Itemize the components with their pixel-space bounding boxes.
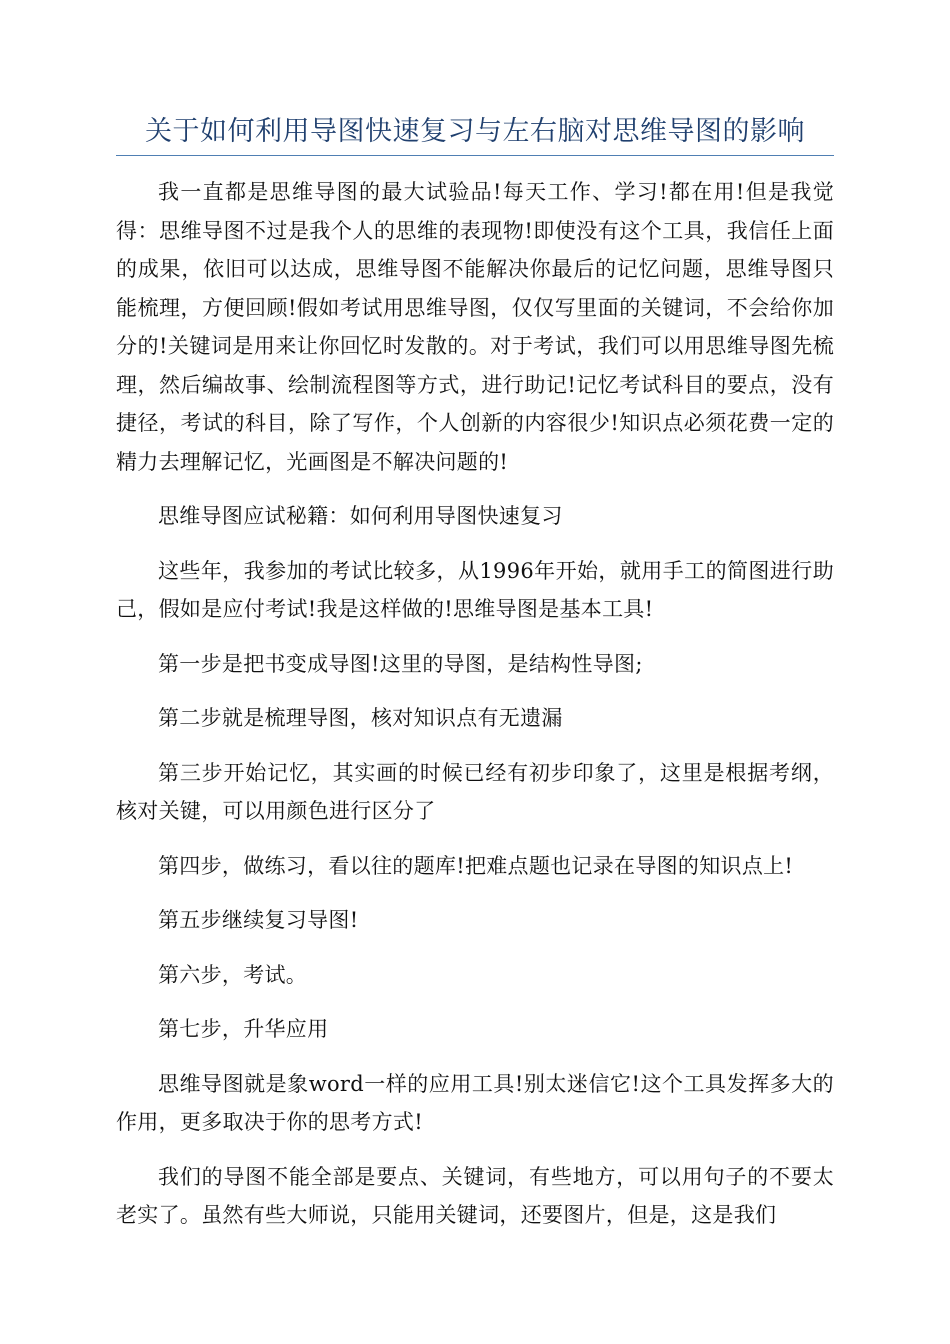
paragraph: 第七步，升华应用: [158, 1017, 329, 1041]
paragraph: 第三步开始记忆，其实画的时候已经有初步印象了，这里是根据考纲，核对关键，可以用颜色进行区分了: [116, 760, 834, 823]
paragraph: 第一步是把书变成导图!这里的导图，是结构性导图;: [158, 651, 643, 676]
title-underline-block: [116, 112, 834, 156]
paragraph: 这些年，我参加的考试比较多，从1996年开始，就用手工的简图进行助己，假如是应付考试!我是这样做的!思维导图是基本工具!: [116, 558, 834, 621]
paragraph: 思维导图就是象word一样的应用工具!别太迷信它!这个工具发挥多大的作用，更多取决于你的思考方式!: [116, 1071, 834, 1134]
document-title: 关于如何利用导图快速复习与左右脑对思维导图的影响: [145, 116, 805, 147]
paragraph: 第四步，做练习，看以往的题库!把难点题也记录在导图的知识点上!: [158, 853, 794, 878]
document-body: [116, 173, 834, 1251]
paragraph: 第二步就是梳理导图，核对知识点有无遗漏: [158, 706, 563, 730]
paragraph: 思维导图应试秘籍：如何利用导图快速复习: [158, 504, 563, 528]
paragraph: 第六步，考试。: [158, 962, 308, 987]
paragraph: 我们的导图不能全部是要点、关键词，有些地方，可以用句子的不要太老实了。虽然有些大师说，只能用关键词，还要图片，但是，这是我们: [116, 1164, 834, 1227]
paragraph: 第五步继续复习导图!: [158, 908, 359, 932]
paragraph: 我一直都是思维导图的最大试验品!每天工作、学习!都在用!但是我觉得：思维导图不过是我个人的思维的表现物!即使没有这个工具，我信任上面的成果，依旧可以达成，思维导图不能解决你最后的记忆问题，思维导图只能梳理，方便回顾!假如考试用思维导图，仅仅写里面的关键词，不会给你加分的!关键词是用来让你回忆时发散的。对于考试，我们可以用思维导图先梳理，然后编故事、绘制流程图等方式，进行助记!记忆考试科目的要点，没有捷径，考试的科目，除了写作，个人创新的内容很少!知识点必须花费一定的精力去理解记忆，光画图是不解决问题的!: [116, 180, 834, 474]
